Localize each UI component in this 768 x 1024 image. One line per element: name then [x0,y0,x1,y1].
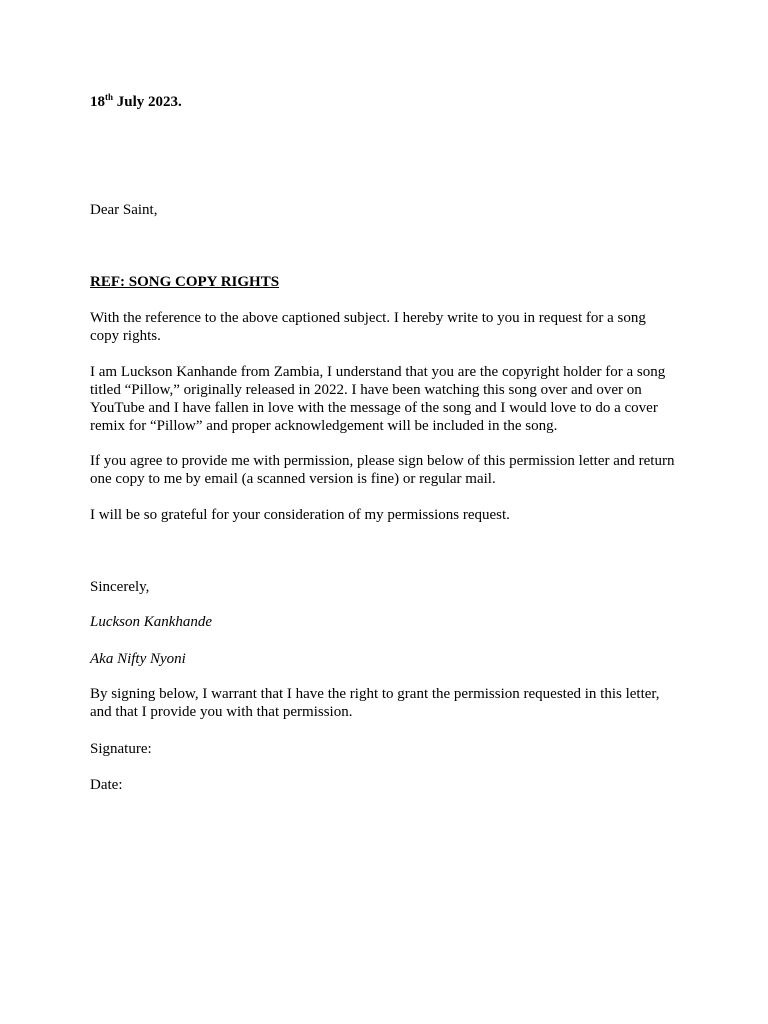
paragraph-introduction [90,363,690,435]
paragraph-request [90,309,690,345]
paragraph-line: I am Luckson Kanhande from Zambia, I understand that you are the copyright holder for a song [90,364,666,380]
paragraph-line: YouTube and I have fallen in love with the message of the song and I would love to do a cover [90,400,658,416]
date-rest: July 2023. [113,94,182,110]
sender-aka: Aka Nifty Nyoni [90,651,186,667]
paragraph-line: With the reference to the above captioned subject. I hereby write to you in request for a song [90,310,646,326]
closing: Sincerely, [90,579,150,595]
paragraph-line: copy rights. [90,328,161,344]
date-day: 18 [90,94,105,110]
paragraph-line: titled “Pillow,” originally released in 2022. I have been watching this song over and over on [90,382,642,398]
paragraph-line: If you agree to provide me with permission, please sign below of this permission letter and return [90,453,675,469]
letter-date [90,93,182,111]
paragraph-permission [90,452,690,488]
paragraph-line: and that I provide you with that permission. [90,704,353,720]
sender-name: Luckson Kankhande [90,614,213,630]
reference-line: REF: SONG COPY RIGHTS [90,274,280,290]
paragraph-gratitude: I will be so grateful for your consideration of my permissions request. [90,507,510,523]
paragraph-line: one copy to me by email (a scanned version is fine) or regular mail. [90,471,496,487]
date-label: Date: [90,777,123,793]
paragraph-warrant [90,685,690,721]
signature-label: Signature: [90,741,152,757]
paragraph-line: remix for “Pillow” and proper acknowledgement will be included in the song. [90,418,558,434]
date-suffix: th [105,92,114,102]
paragraph-line: By signing below, I warrant that I have the right to grant the permission requested in this letter, [90,686,660,702]
salutation: Dear Saint, [90,202,158,218]
